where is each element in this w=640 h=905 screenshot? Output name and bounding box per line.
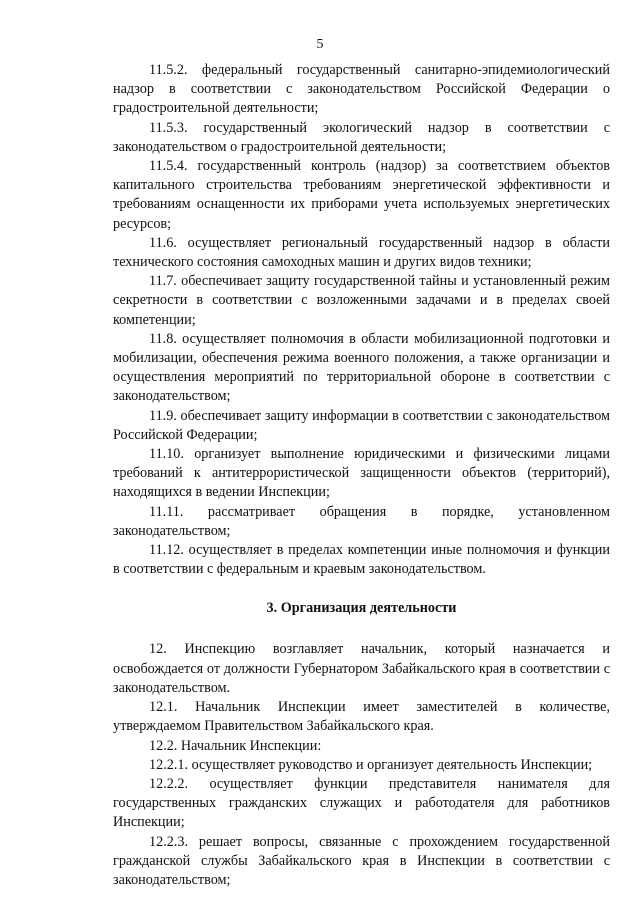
paragraph-11-5-2: 11.5.2. федеральный государственный санитарно-эпидемиологический надзор в соответствии с законодательством Российской Федерации о градостроительной деятельности; (113, 62, 610, 117)
paragraph-11-10: 11.10. организует выполнение юридическими и физическими лицами требований к антитеррористической защищенности объектов (территорий), находящихся в ведении Инспекции; (113, 446, 610, 501)
paragraph-11-5-3: 11.5.3. государственный экологический надзор в соответствии с законодательством о градостроительной деятельности; (113, 119, 610, 155)
document-body (113, 61, 610, 890)
paragraph-11-6: 11.6. осуществляет региональный государственный надзор в области технического состояния самоходных машин и других видов техники; (113, 234, 610, 271)
page-number: 5 (316, 37, 324, 52)
paragraph-11-9: 11.9. обеспечивает защиту информации в соответствии с законодательством Российской Федерации; (113, 407, 610, 443)
paragraph-11-11: 11.11. рассматривает обращения в порядке, установленном законодательством; (113, 503, 610, 539)
paragraph-12-2-1: 12.2.1. осуществляет руководство и организует деятельность Инспекции; (149, 756, 593, 773)
paragraph-11-7: 11.7. обеспечивает защиту государственной тайны и установленный режим секретности в соответствии с возложенными задачами и в пределах своей компетенции; (113, 273, 610, 328)
paragraph-11-5-4: 11.5.4. государственный контроль (надзор) за соответствием объектов капитального строительства требованиям энергетической эффективности и требованиям оснащенности их приборами учета используемых энергетических ресурсов; (113, 158, 610, 232)
paragraph-12-1: 12.1. Начальник Инспекции имеет заместителей в количестве, утверждаемом Правительством Забайкальского края. (113, 699, 610, 735)
paragraph-11-12: 11.12. осуществляет в пределах компетенции иные полномочия и функции в соответствии с федеральным и краевым законодательством. (113, 542, 610, 578)
paragraph-11-8: 11.8. осуществляет полномочия в области мобилизационной подготовки и мобилизации, обеспечения режима военного положения, а также организации и осуществления мероприятий по территориальной обороне в соответствии с законодательством; (113, 330, 610, 405)
paragraph-12-2-2: 12.2.2. осуществляет функции представителя нанимателя для государственных гражданских служащих и работодателя для работников Инспекции; (113, 775, 610, 831)
paragraph-12-2-3: 12.2.3. решает вопросы, связанные с прохождением государственной гражданской службы Забайкальского края в Инспекции в соответствии с законодательством; (113, 833, 610, 888)
paragraph-12: 12. Инспекцию возглавляет начальник, который назначается и освобождается от должности Губернатором Забайкальского края в соответствии с законодательством. (113, 641, 610, 696)
paragraph-12-2: 12.2. Начальник Инспекции: (149, 737, 322, 754)
section-heading: 3. Организация деятельности (266, 600, 457, 617)
